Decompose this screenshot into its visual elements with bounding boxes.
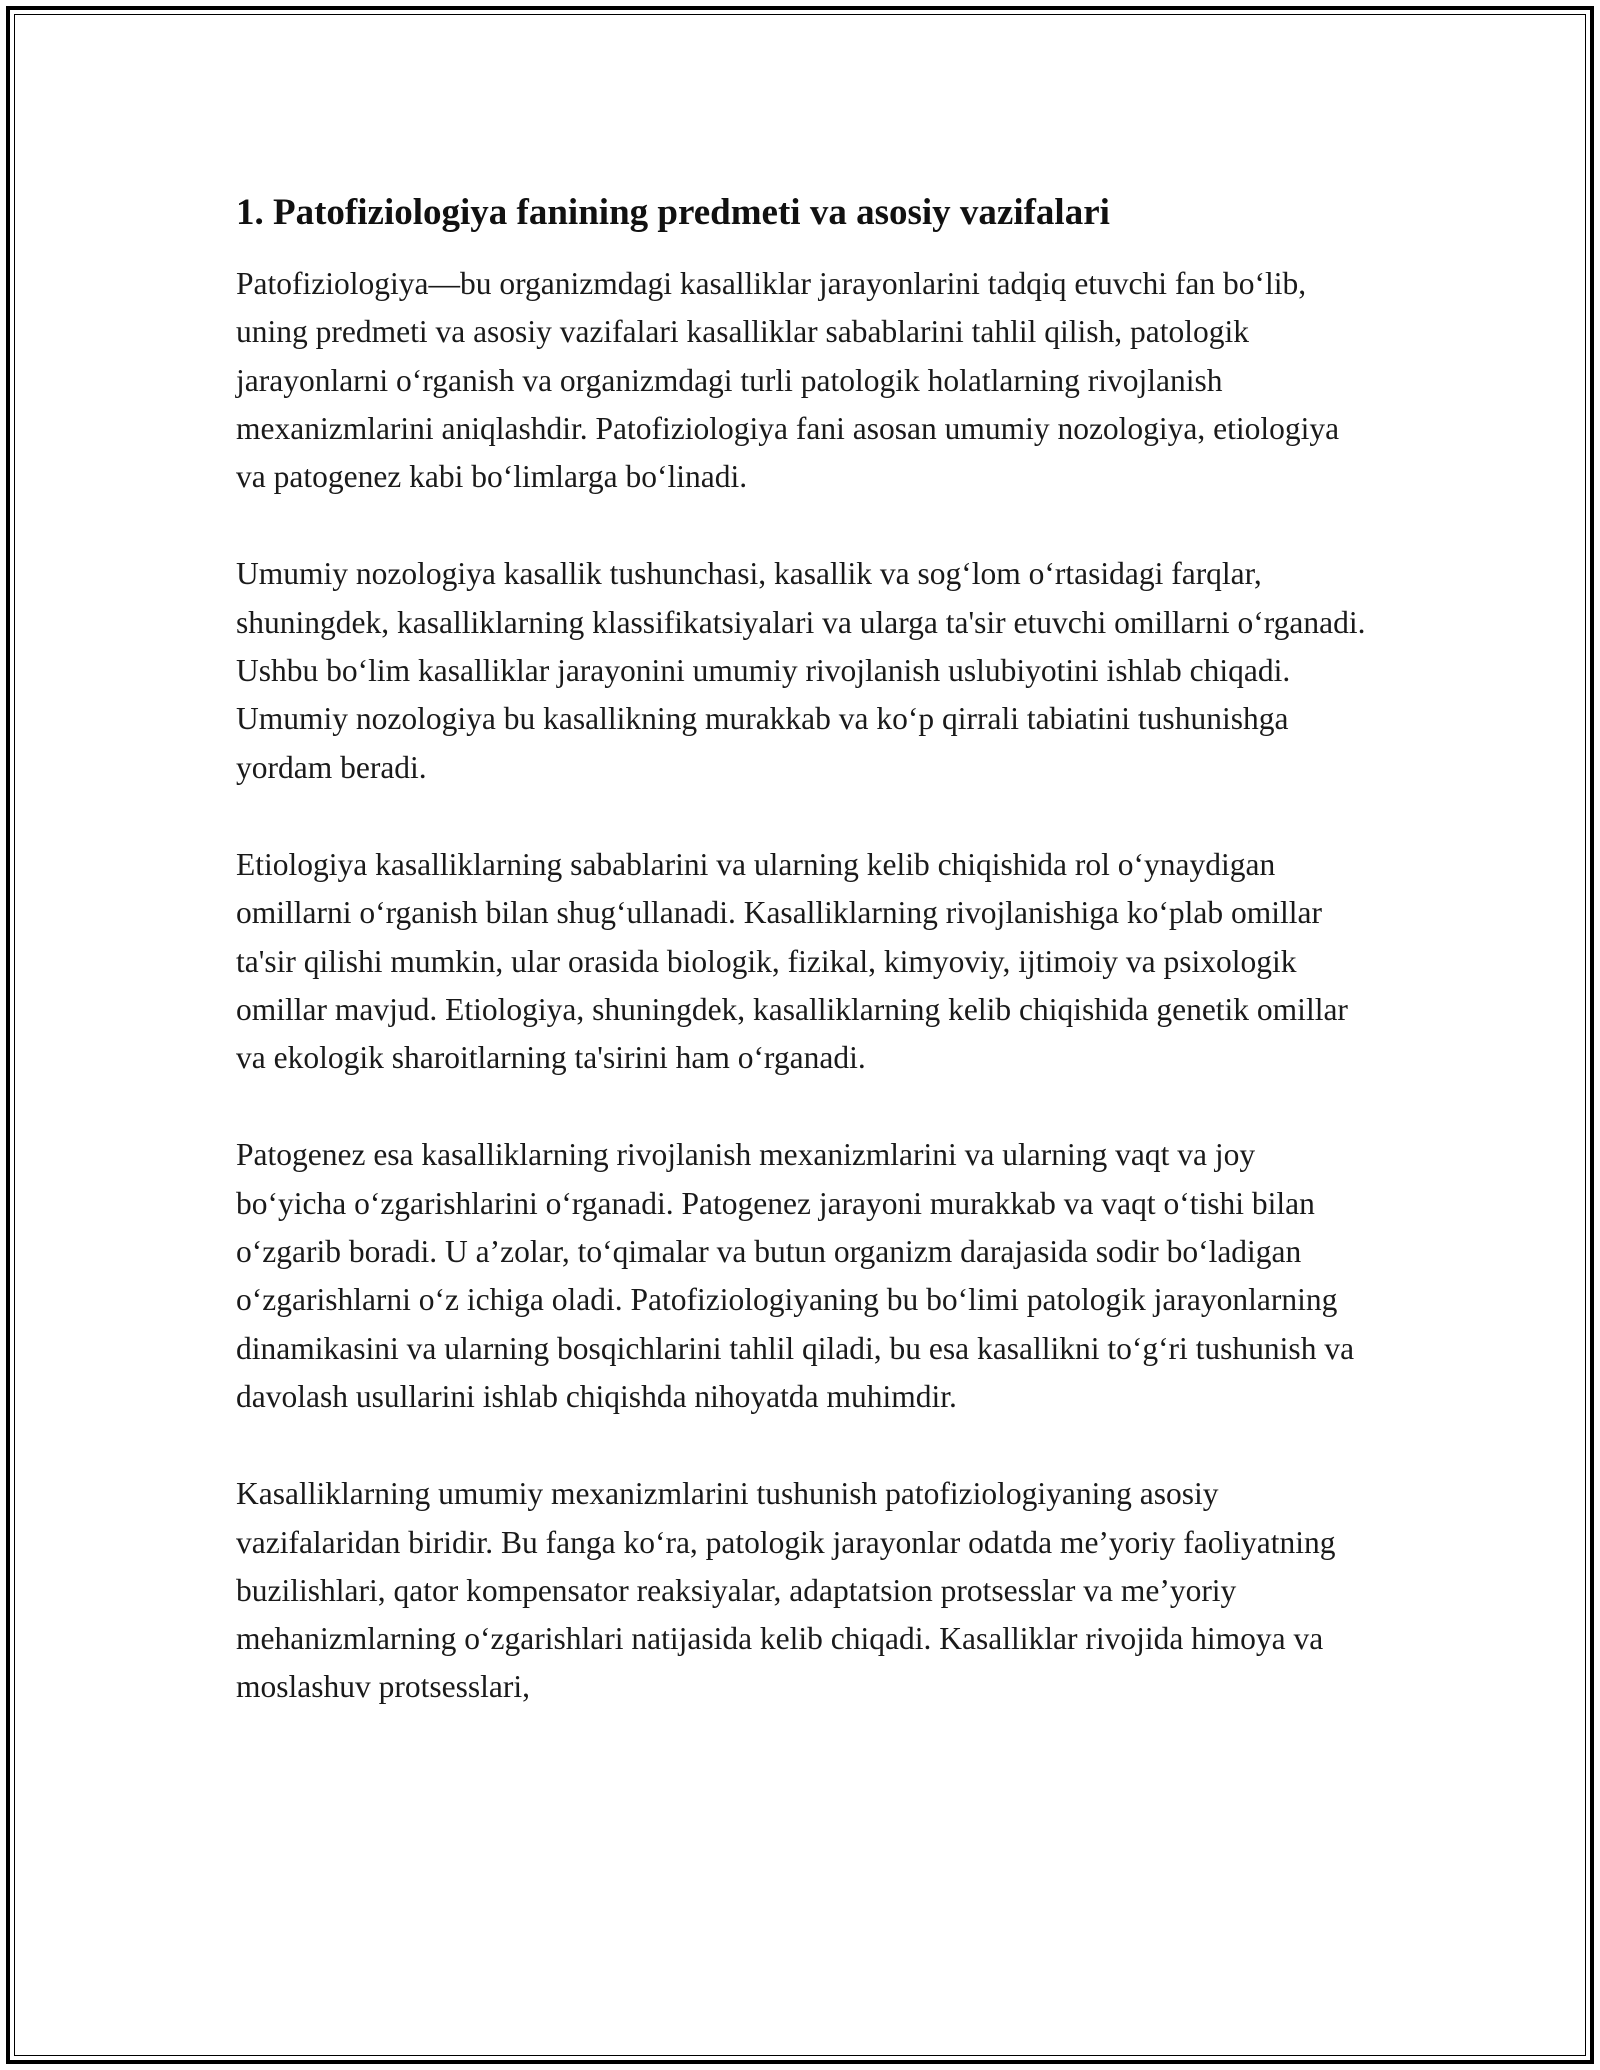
paragraph-intro: Patofiziologiya—bu organizmdagi kasalliklar jarayonlarini tadqiq etuvchi fan bo‘lib, uning predmeti va asosiy vazifalari kasalliklar sabablarini tahlil qilish, patologik jarayonlarni o‘rganish va organizmdagi turli patologik holatlarning rivojlanish mexanizmlarini aniqlashdir. Patofiziologiya fani asosan umumiy nozologiya, etiologiya va patogenez kabi bo‘limlarga bo‘linadi. <box>236 266 1340 495</box>
section-heading: 1. Patofiziologiya fanining predmeti va asosiy vazifalari <box>236 192 1110 233</box>
paragraph-nosology: Umumiy nozologiya kasallik tushunchasi, kasallik va sog‘lom o‘rtasidagi farqlar, shuningdek, kasalliklarning klassifikatsiyalari va ularga ta'sir etuvchi omillarni o‘rganadi. Ushbu bo‘lim kasalliklar jarayonini umumiy rivojlanish uslubiyotini ishlab chiqadi. Umumiy nozologiya bu kasallikning murakkab va ko‘p qirrali tabiatini tushunishga yordam beradi. <box>236 556 1366 785</box>
document-body <box>236 186 1366 1761</box>
paragraph-pathogenesis: Patogenez esa kasalliklarning rivojlanish mexanizmlarini va ularning vaqt va joy bo‘yicha o‘zgarishlarini o‘rganadi. Patogenez jarayoni murakkab va vaqt o‘tishi bilan o‘zgarib boradi. U a’zolar, to‘qimalar va butun organizm darajasida sodir bo‘ladigan o‘zgarishlarni o‘z ichiga oladi. Patofiziologiyaning bu bo‘limi patologik jarayonlarning dinamikasini va ularning bosqichlarini tahlil qiladi, bu esa kasallikni to‘g‘ri tushunish va davolash usullarini ishlab chiqishda nihoyatda muhimdir. <box>236 1137 1355 1414</box>
paragraph-mechanisms: Kasalliklarning umumiy mexanizmlarini tushunish patofiziologiyaning asosiy vazifalaridan biridir. Bu fanga ko‘ra, patologik jarayonlar odatda me’yoriy faoliyatning buzilishlari, qator kompensator reaksiyalar, adaptatsion protsesslar va me’yoriy mehanizmlarning o‘zgarishlari natijasida kelib chiqadi. Kasalliklar rivojida himoya va moslashuv protsesslari, <box>236 1476 1336 1705</box>
paragraph-etiology: Etiologiya kasalliklarning sabablarini va ularning kelib chiqishida rol o‘ynaydigan omillarni o‘rganish bilan shug‘ullanadi. Kasalliklarning rivojlanishiga ko‘plab omillar ta'sir qilishi mumkin, ular orasida biologik, fizikal, kimyoviy, ijtimoiy va psixologik omillar mavjud. Etiologiya, shuningdek, kasalliklarning kelib chiqishida genetik omillar va ekologik sharoitlarning ta'sirini ham o‘rganadi. <box>236 846 1348 1076</box>
